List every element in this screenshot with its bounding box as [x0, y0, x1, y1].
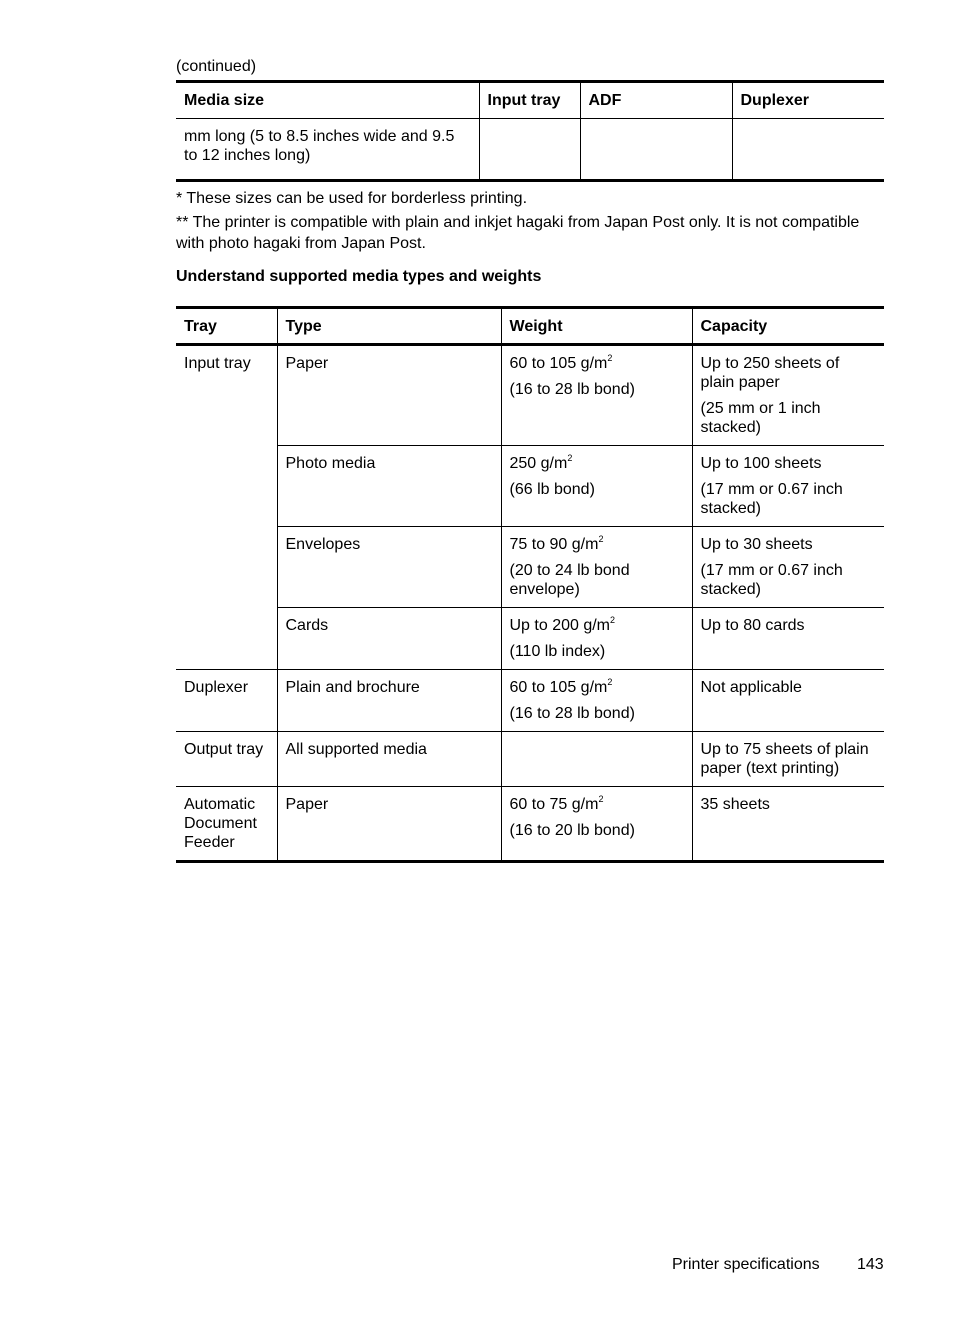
table-row	[176, 732, 884, 787]
col-header-type: Type	[277, 308, 501, 345]
col-header-input-tray: Input tray	[479, 82, 580, 119]
footnote-hagaki: ** The printer is compatible with plain and inkjet hagaki from Japan Post only. It is not compatible with photo hagaki from Japan Post.	[176, 214, 860, 252]
weight-equivalent: (110 lb index)	[509, 643, 606, 660]
cell-tray: Automatic Document Feeder	[184, 796, 257, 851]
cell-weight	[501, 345, 692, 446]
weight-equivalent: (16 to 28 lb bond)	[509, 705, 635, 722]
capacity-value: Not applicable	[700, 679, 802, 696]
continued-label: (continued)	[176, 58, 257, 75]
weight-value: 60 to 75 g/m	[509, 796, 599, 813]
media-size-table	[176, 80, 884, 182]
cell-tray: Output tray	[176, 732, 277, 787]
table-row	[176, 787, 884, 862]
weight-value: 60 to 105 g/m	[509, 355, 608, 372]
cell-type: Paper	[277, 345, 501, 446]
page-number: 143	[857, 1256, 884, 1273]
capacity-equivalent: (25 mm or 1 inch stacked)	[700, 400, 821, 436]
cell-tray: Duplexer	[176, 670, 277, 732]
weight-value: 75 to 90 g/m	[509, 536, 599, 553]
cell-capacity	[692, 608, 884, 670]
cell-weight	[501, 732, 692, 787]
table-row	[176, 119, 884, 181]
cell-type: Cards	[277, 608, 501, 670]
capacity-equivalent: (17 mm or 0.67 inch stacked)	[700, 481, 843, 517]
col-header-media-size: Media size	[176, 82, 479, 119]
superscript: 2	[607, 677, 613, 687]
capacity-value: Up to 250 sheets of plain paper	[700, 355, 840, 391]
cell-duplexer	[732, 119, 884, 181]
footnote-borderless: * These sizes can be used for borderless printing.	[176, 190, 528, 207]
cell-weight	[501, 527, 692, 608]
media-types-table	[176, 306, 884, 863]
weight-equivalent: (16 to 28 lb bond)	[509, 381, 635, 398]
table-row	[176, 527, 884, 608]
cell-capacity	[692, 670, 884, 732]
cell-type: Paper	[277, 787, 501, 862]
cell-weight	[501, 787, 692, 862]
cell-capacity	[692, 732, 884, 787]
section-heading: Understand supported media types and weights	[176, 268, 542, 285]
table-row	[176, 670, 884, 732]
col-header-duplexer: Duplexer	[732, 82, 884, 119]
capacity-value: 35 sheets	[700, 796, 770, 813]
cell-media-size: mm long (5 to 8.5 inches wide and 9.5 to 12 inches long)	[184, 128, 455, 164]
table-row	[176, 345, 884, 446]
capacity-value: Up to 75 sheets of plain paper (text printing)	[700, 741, 869, 777]
weight-equivalent: (16 to 20 lb bond)	[509, 822, 635, 839]
col-header-weight: Weight	[501, 308, 692, 345]
cell-adf	[580, 119, 732, 181]
table-row	[176, 446, 884, 527]
cell-capacity	[692, 345, 884, 446]
cell-weight	[501, 670, 692, 732]
weight-value: 250 g/m	[509, 455, 568, 472]
cell-type: Photo media	[277, 446, 501, 527]
cell-weight	[501, 446, 692, 527]
table-header-row	[176, 308, 884, 345]
superscript: 2	[598, 794, 604, 804]
footer-section-title: Printer specifications	[672, 1256, 820, 1273]
weight-value: Up to 200 g/m	[509, 617, 610, 634]
capacity-value: Up to 80 cards	[700, 617, 805, 634]
weight-equivalent: (66 lb bond)	[509, 481, 595, 498]
cell-type: Envelopes	[277, 527, 501, 608]
cell-capacity	[692, 446, 884, 527]
cell-capacity	[692, 527, 884, 608]
cell-capacity	[692, 787, 884, 862]
capacity-value: Up to 100 sheets	[700, 455, 822, 472]
col-header-capacity: Capacity	[692, 308, 884, 345]
cell-type: Plain and brochure	[277, 670, 501, 732]
weight-value: 60 to 105 g/m	[509, 679, 608, 696]
col-header-tray: Tray	[176, 308, 277, 345]
superscript: 2	[610, 615, 616, 625]
col-header-adf: ADF	[580, 82, 732, 119]
cell-tray: Input tray	[176, 345, 277, 670]
superscript: 2	[567, 453, 573, 463]
superscript: 2	[598, 534, 604, 544]
superscript: 2	[607, 353, 613, 363]
capacity-value: Up to 30 sheets	[700, 536, 813, 553]
capacity-equivalent: (17 mm or 0.67 inch stacked)	[700, 562, 843, 598]
table-header-row	[176, 82, 884, 119]
cell-input-tray	[479, 119, 580, 181]
weight-equivalent: (20 to 24 lb bond envelope)	[509, 562, 630, 598]
cell-weight	[501, 608, 692, 670]
cell-type: All supported media	[277, 732, 501, 787]
table-row	[176, 608, 884, 670]
